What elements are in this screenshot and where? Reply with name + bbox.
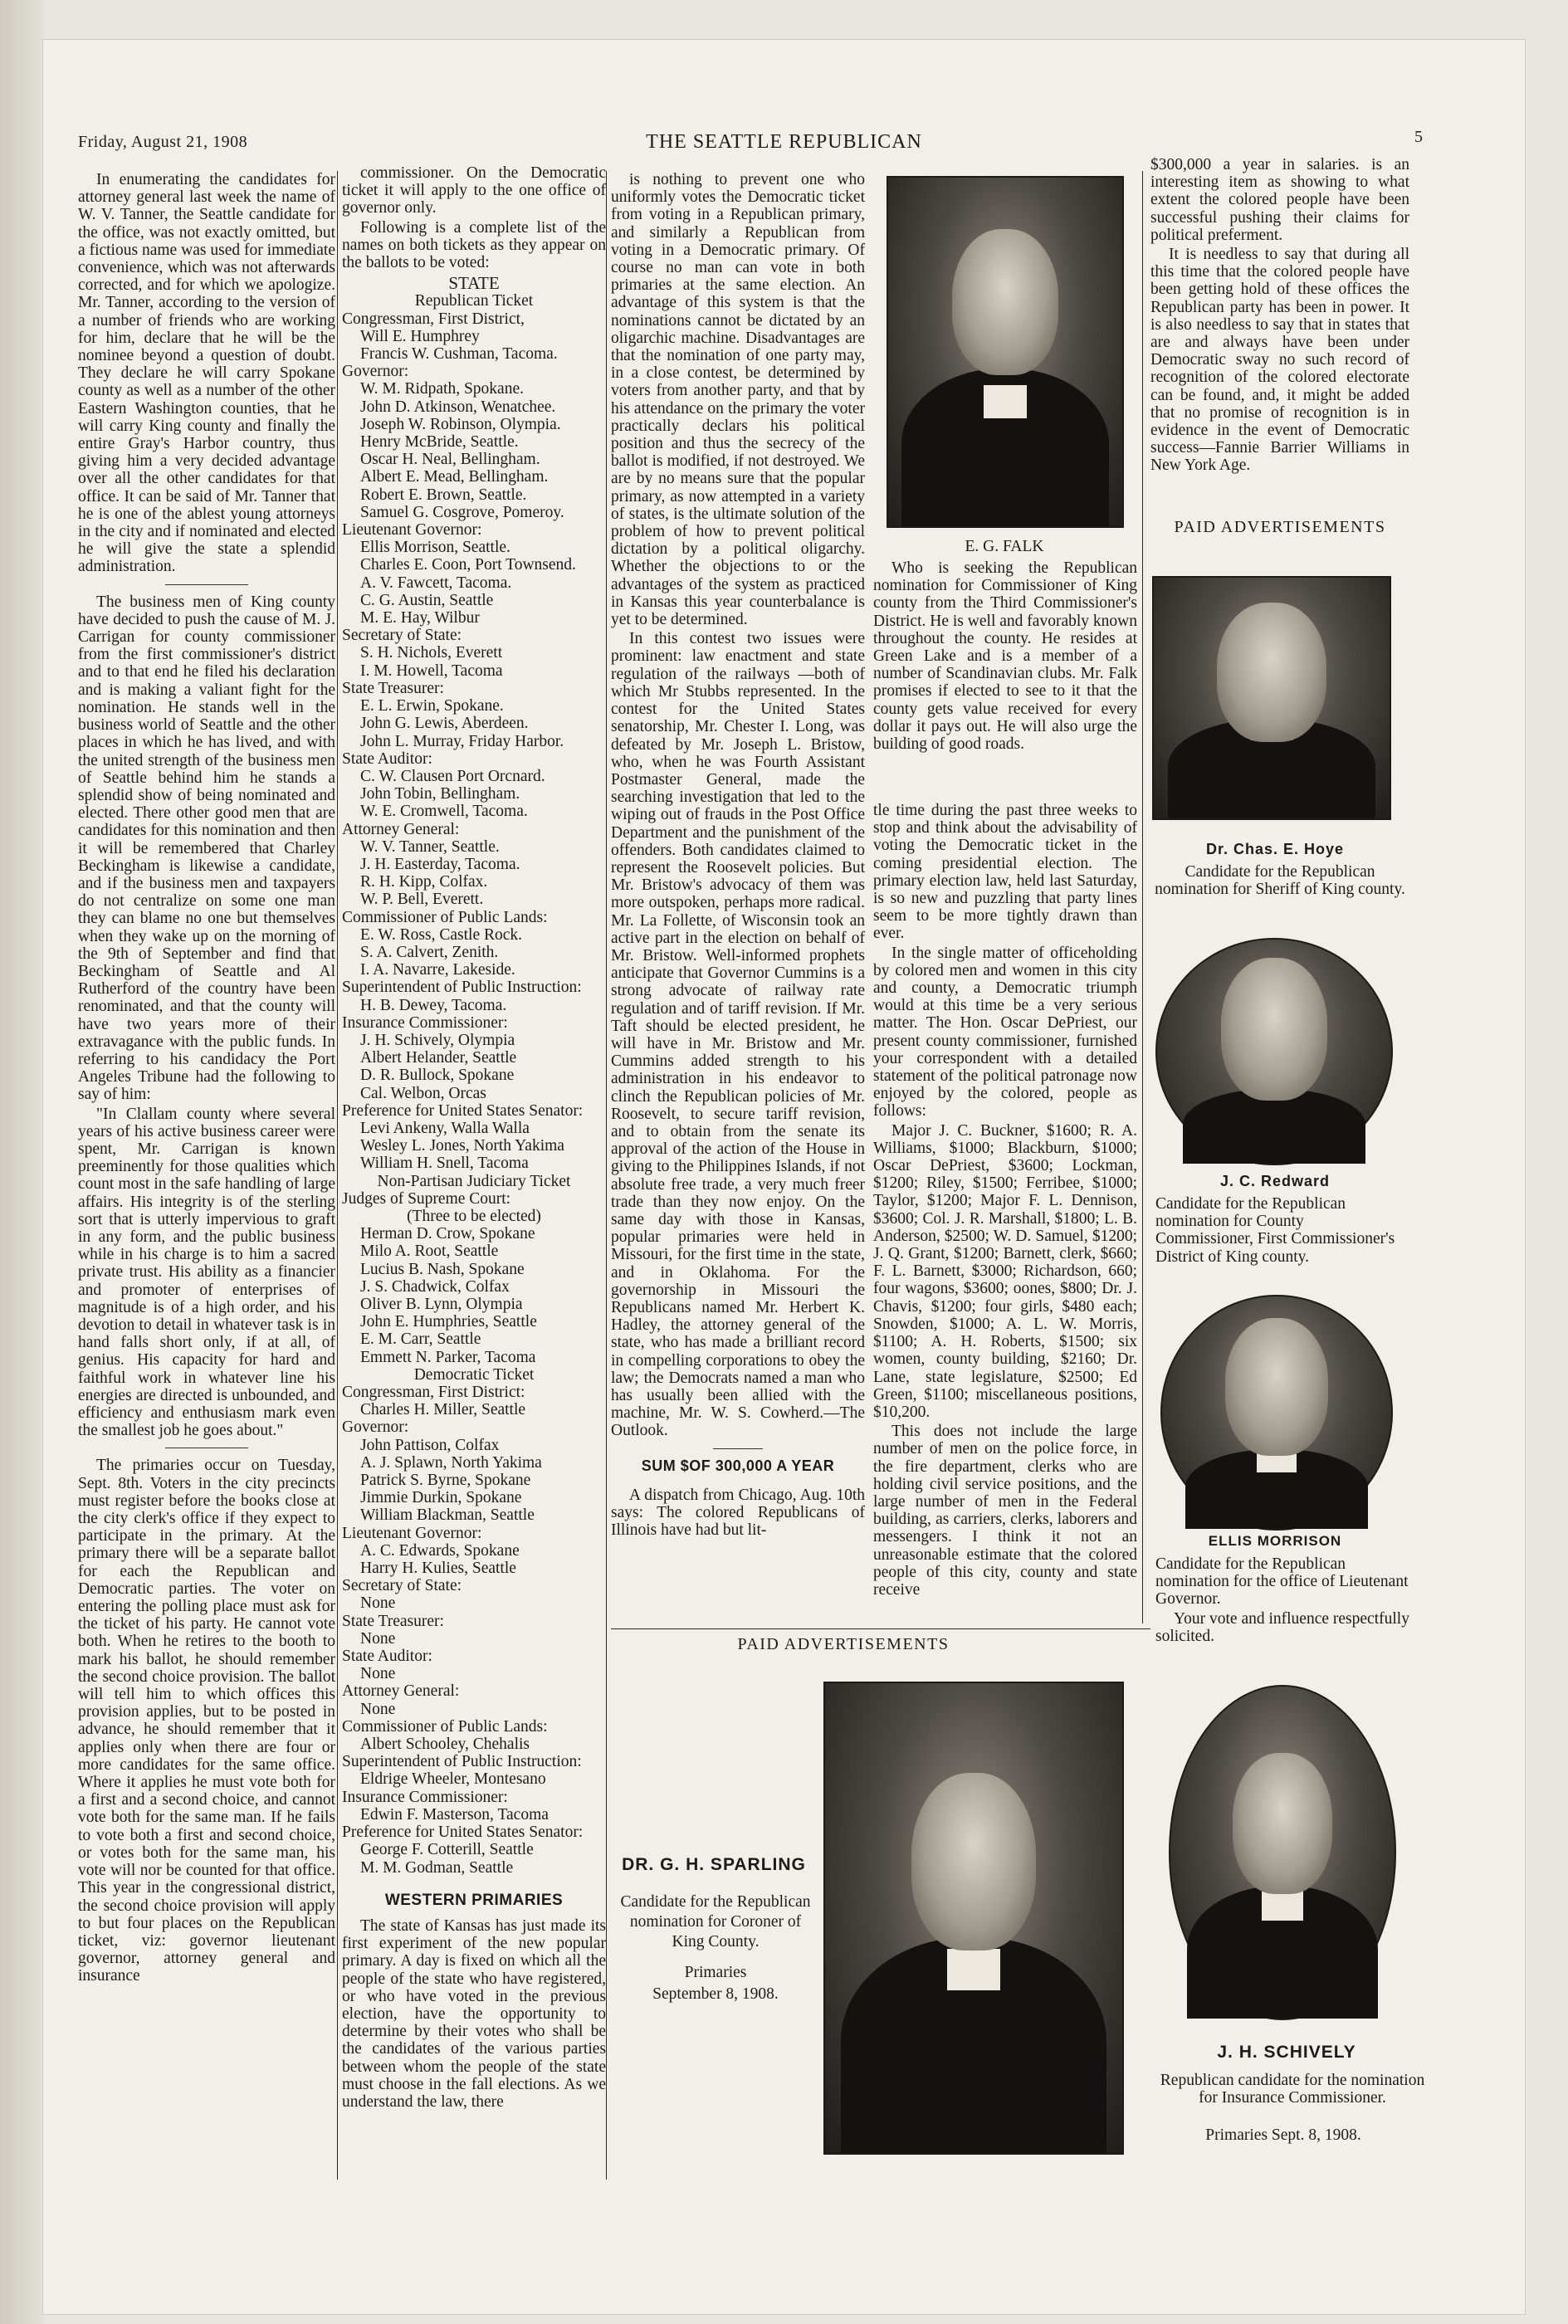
morrison-portrait (1160, 1295, 1393, 1531)
ballot-candidate: None (360, 1665, 396, 1683)
ballot-candidate: William Blackman, Seattle (360, 1506, 535, 1525)
ballot-candidate: Milo A. Root, Seattle (360, 1243, 499, 1261)
column-1 (78, 171, 335, 2180)
redward-text: Candidate for the Republican nomination for County Commissioner, First Commissioner's District of King county. (1155, 1195, 1395, 1266)
ballot-office: State Treasurer: (342, 1612, 444, 1630)
falk-portrait (887, 176, 1124, 528)
ballot-subheading: Non-Partisan Judiciary Ticket (377, 1172, 571, 1190)
ballot-candidate: C. G. Austin, Seattle (360, 591, 494, 609)
ballot-candidate: M. E. Hay, Wilbur (360, 609, 480, 627)
ballot-candidate: R. H. Kipp, Colfax. (360, 873, 488, 891)
primaries-paragraph: The primaries occur on Tuesday, Sept. 8th. Voters in the city precincts must register before the books close at the city clerk's office if they expect to participate in the primary. At the primary there will be a separate ballot for each the Republican and Democratic parties. The voter on entering the polling place must ask for the ticket of his party. He cannot vote both. When he retires to the booth to mark his ballot, he should remember the second choice provision. The ballot will tell him to which offices this provision applies, but to be posted in advance, he should remember that it applies only when there are four or more candidates for the same office. Where it applies he must vote both for a first and a second choice, and cannot vote both for the same man. If he fails to vote both a first and second choice, or votes both for the same man, his vote will nor be counted for that office. This year in the congressional district, the second choice provision will apply to but four places on the Republican ticket, viz: governor lieutenant governor, attorney general and insurance (78, 1457, 335, 1985)
ballot-office: State Auditor: (342, 749, 432, 768)
kansas-paragraph-2: In this contest two issues were prominent: law enactment and state regulation of the railways —both of which Mr Stubbs represented. In the contest for the United States senatorship, Mr. Chester I. Long, was defeated by Mr. Joseph L. Bristow, who, when he was Fourth Assistant Postmaster General, made the searching investigation that led to the wiping out of frauds in the Post Office Department and the punishment of the offenders. Both candidates claimed to represent the Roosevelt policies. But Mr. Bristow's advocacy of them was more outspoken, perhaps more radical. Mr. La Follette, of Wisconsin took an active part in the election on behalf of Mr. Bristow. Well-informed prophets anticipate that Governor Cummins is a strong advocate of railway rate regulation and of tariff revision. If Mr. Taft should be elected president, he will have in Mr. Bristow and Mr. Cummins added strength to his administration in his endeavor to clinch the Republican policies of Mr. Roosevelt, to secure tariff revision, and to obtain from the senate its approval of the action of the House in giving to the Philippines Islands, if not absolute free trade, a very much freer trade than they now enjoy. On the same day with those in Kansas, popular primaries were held in Missouri, for the first time in the state, and in Oklahoma. For the governorship in Missouri the Republicans named Mr. Herbert K. Hadley, the attorney general of the state, who has made a brilliant record in compelling corporations to obey the law; the Democrats named a man who has usually been allied with the machine, Mr. W. S. Cowherd.—The Outlook. (611, 630, 865, 1440)
ballot-candidate: Wesley L. Jones, North Yakima (360, 1137, 564, 1155)
ballot-candidate: Herman D. Crow, Spokane (360, 1225, 535, 1243)
ballot-candidate: Edwin F. Masterson, Tacoma (360, 1805, 549, 1824)
redward-name: J. C. Redward (1219, 1173, 1331, 1189)
ballot-candidate: J. S. Chadwick, Colfax (360, 1277, 510, 1296)
ballot-office: Commissioner of Public Lands: (342, 1717, 548, 1736)
kansas-paragraph-1: is nothing to prevent one who uniformly votes the Democratic ticket from voting in a Republican primary, and similarly a Republican from voting in a Democratic primary. Of course no man can vote in both primaries at the same election. An advantage of this system is that the nominations cannot be dictated by an oligarchic machine. Disadvantages are that the nomination of one party may, in a close contest, be determined by voters from another party, and that by his attendance on the primary the voter practically declars his political position and thus the secrecy of the ballot is modified, if not destroyed. We are by no means sure that the popular primary, as now attempted in a variety of states, is the ultimate solution of the problem of how to prevent political dictation by a political oligarchy. Whether the objections to or the advantages of the system as practiced in Kansas this year counterbalance is yet to be determined. (611, 171, 865, 629)
ballot-office: Governor: (342, 363, 409, 381)
ballot-subheading: Democratic Ticket (413, 1365, 535, 1384)
column-2 (342, 164, 606, 2180)
ballot-candidate: John G. Lewis, Aberdeen. (360, 715, 529, 733)
sparling-date: September 8, 1908. (652, 1985, 779, 2003)
ballot-candidate: Ellis Morrison, Seattle. (360, 539, 510, 557)
ballot-candidate: William H. Snell, Tacoma (360, 1155, 529, 1173)
issue-date: Friday, August 21, 1908 (78, 133, 248, 151)
ballot-office: State Treasurer: (342, 679, 444, 697)
ballot-office: Insurance Commissioner: (342, 1788, 508, 1806)
schively-text: Republican candidate for the nomination for Insurance Commissioner. (1160, 2072, 1425, 2107)
ballot-office: Congressman, First District: (342, 1384, 525, 1402)
needless-paragraph: It is needless to say that during all this time that the colored people have been getting hold of these offices the Republican party has been in power. It is also needless to say that in states that are and always have been under Democratic sway no such record of recognition of the colored electorate can be found, and, it might be added that no promise of recognition is in evidence in the event of Democratic success—Fannie Barrier Williams in New York Age. (1150, 246, 1409, 475)
sparling-name: DR. G. H. SPARLING (622, 1855, 806, 1874)
patronage-paragraph-4: This does not include the large number of men on the police force, in the fire department, clerks who are holding civil service positions, and the large number of men in the Federal building, as carriers, clerks, laborers and messengers. I think it not an unreasonable estimate that the colored people of this city, county and state receive (873, 1423, 1137, 1599)
ballot-candidate: Henry McBride, Seattle. (360, 433, 519, 452)
ballot-candidate: Oscar H. Neal, Bellingham. (360, 451, 540, 469)
carrigan-paragraph: The business men of King county have decided to push the cause of M. J. Carrigan for county commissioner from the first commissioner's district and to that end he filed his declaration and is making a valiant fight for the nomination. He stands well in the business world of Seattle and the other places in which he has lived, and with the united strength of the business men of Seattle behind him he stands a splendid show of being nominated and elected. There other good men that are candidates for this nomination and then it will be remembered that Charley Beckingham is likewise a candidate, and if the business men and taxpayers do not centralize on some one man they can blame no one but themselves when they wake up on the morning of the 9th of September and find that Beckingham of Seattle and Al Rutherford of the country have been renominated, and that the county will have two years more of their extravagance with the public funds. In referring to his candidacy the Port Angeles Tribune had the following to say of him: (78, 593, 335, 1104)
ballot-subheading: (Three to be elected) (407, 1207, 541, 1225)
hoye-text: Candidate for the Republican nomination for Sheriff of King county. (1155, 863, 1405, 899)
ballot-candidate: Emmett N. Parker, Tacoma (360, 1348, 536, 1366)
morrison-text-block (1155, 1555, 1421, 1672)
ballot-office: Insurance Commissioner: (342, 1013, 508, 1032)
ballot-office: Preference for United States Senator: (342, 1101, 584, 1120)
ballot-office: Secretary of State: (342, 1577, 462, 1595)
ballot-office: Superintendent of Public Instruction: (342, 1753, 582, 1771)
ballot-candidate: Francis W. Cushman, Tacoma. (360, 345, 558, 364)
republican-ticket-heading: Republican Ticket (414, 292, 534, 310)
ballot-candidate: J. H. Easterday, Tacoma. (360, 855, 520, 873)
ballot-office: Lieutenant Governor: (342, 1524, 482, 1542)
ballot-office: Superintendent of Public Instruction: (342, 979, 582, 997)
column-4 (873, 802, 1137, 1623)
falk-column (873, 559, 1137, 800)
separator (165, 584, 248, 585)
patronage-paragraph-1: tle time during the past three weeks to stop and think about the advisability of voting the Democratic ticket in the coming presidential election. The primary election law, held last Saturday, is so new and puzzling that party lines seem to be more tightly drawn than ever. (873, 802, 1137, 943)
ballot-candidate: None (360, 1700, 396, 1718)
ballot-candidate: S. A. Calvert, Zenith. (360, 943, 499, 961)
western-primaries-heading: WESTERN PRIMARIES (384, 1891, 564, 1909)
hoye-portrait (1152, 576, 1391, 820)
ballot-candidate: I. A. Navarre, Lakeside. (360, 961, 515, 979)
ballot-candidate: Will E. Humphrey (360, 327, 480, 345)
morrison-text-2: Your vote and influence respectfully solicited. (1155, 1609, 1409, 1645)
ballot-candidate: S. H. Nichols, Everett (360, 644, 503, 662)
ballot-candidate: Oliver B. Lynn, Olympia (360, 1296, 523, 1313)
ballot-candidate: A. C. Edwards, Spokane (360, 1541, 520, 1560)
ballot-candidate: Eldrige Wheeler, Montesano (360, 1770, 546, 1789)
falk-text: Who is seeking the Republican nomination for Commissioner of King county from the Third Commissioner's District. He is well and favorably known throughout the county. He resides at Green Lake and is a member of a number of Scandinavian clubs. Mr. Falk promises if elected to see to it that the county gets value received for every dollar it pays out. He will also urge the building of good roads. (873, 559, 1137, 754)
ballot-candidate: Samuel G. Cosgrove, Pomeroy. (360, 503, 564, 521)
ballot-candidate: W. E. Cromwell, Tacoma. (360, 803, 528, 821)
ballot-candidate: A. J. Splawn, North Yakima (360, 1453, 542, 1472)
patronage-list: Major J. C. Buckner, $1600; R. A. Williams, $1000; Blackburn, $1000; Oscar DePriest, $3600; Lockman, $1200; Riley, $1500; Ferribee, $1000; Taylor, $1200; Major F. L. Dennison, $3600; Col. J. R. Marshall, $1800; L. B. Anderson, $2500; W. D. Samuel, $1200; J. Q. Grant, $1200; Barnett, clerk, $660; F. L. Barnett, $3000; Richardson, 660; four wagons, $3600; oones, $800; Dr. J. Chavis, $1200; four girls, $480 each; Snowden, $1000; A. L. W. Morris, $1100; A. H. Roberts, $1500; six women, county building, $2160; Dr. Lane, state legislature, $2500; Ed Green, $1100; miscellaneous positions, $10,200. (873, 1121, 1137, 1421)
ballot-candidate: Patrick S. Byrne, Spokane (360, 1472, 531, 1490)
hoye-text-block (1150, 863, 1409, 930)
redward-portrait (1155, 938, 1393, 1165)
ballot-candidate: D. R. Bullock, Spokane (360, 1067, 515, 1085)
morrison-text: Candidate for the Republican nomination for the office of Lieutenant Governor. (1155, 1555, 1409, 1609)
ballot-candidate: Albert Schooley, Chehalis (360, 1736, 530, 1754)
ballot-candidate: John Tobin, Bellingham. (360, 785, 520, 803)
ballot-office: Governor: (342, 1418, 409, 1437)
column-rule-2 (606, 171, 607, 2180)
ballot-candidate: Levi Ankeny, Walla Walla (360, 1119, 530, 1137)
ballot-office: Lieutenant Governor: (342, 521, 482, 540)
ballot-candidate: M. M. Godman, Seattle (360, 1858, 514, 1877)
ballot-intro: commissioner. On the Democratic ticket it will apply to the one office of governor only. (342, 164, 606, 217)
ballot-candidate: E. L. Erwin, Spokane. (360, 697, 504, 715)
ballot-candidate: Harry H. Kulies, Seattle (360, 1560, 516, 1578)
ballot-candidate: George F. Cotterill, Seattle (360, 1841, 534, 1859)
page-number: 5 (1414, 128, 1423, 146)
sparling-text: Candidate for the Republican nomination for Coroner of King County. (620, 1893, 811, 1950)
sparling-primaries: Primaries (684, 1964, 747, 1981)
ballot-office: Congressman, First District, (342, 310, 525, 328)
sum-heading: SUM $OF 300,000 A YEAR (641, 1457, 835, 1474)
sparling-portrait (823, 1682, 1124, 2155)
patronage-paragraph-2: In the single matter of officeholding by colored men and women in this city and county, a Democratic triumph would at this time be a very serious matter. The Hon. Oscar DePriest, our present county commissioner, furnished your correspondent with a detailed statement of the political patronage now enjoyed by the colored, people as follows: (873, 944, 1137, 1120)
column-rule-3 (1142, 171, 1143, 1623)
ballot-candidate: W. V. Tanner, Seattle. (360, 837, 500, 856)
ballot-office: Preference for United States Senator: (342, 1824, 584, 1842)
ballot-candidate: Jimmie Durkin, Spokane (360, 1489, 522, 1507)
ballot-candidate: Lucius B. Nash, Spokane (360, 1260, 525, 1278)
sum-paragraph: A dispatch from Chicago, Aug. 10th says: The colored Republicans of Illinois have had but lit- (611, 1486, 865, 1540)
falk-name: E. G. FALK (965, 538, 1044, 555)
redward-text-block (1155, 1195, 1404, 1278)
ballot-candidate: Charles H. Miller, Seattle (360, 1401, 526, 1419)
column-rule-1 (337, 171, 338, 2180)
clallam-quote: "In Clallam county where several years of his active business career were spent, Mr. Carrigan is known preeminently for those qualities which count most in the safe handling of large affairs. His integrity is of the sterling sort that is utterly impervious to graft in any form, and the public business while in his charge is to him a sacred private trust. His ability as a financier and promoter of enterprises of magnitude is of a high order, and his devotion to detail in whatever task is in hand falls short only, if at all, of genius. His capacity for hard and faithful work in whatever line his energies are directed is unbounded, and efficiency and enthusiasm mark even the smallest job he goes about." (78, 1105, 335, 1440)
ballot-office: Commissioner of Public Lands: (342, 908, 548, 926)
hoye-name: Dr. Chas. E. Hoye (1205, 841, 1345, 857)
column-3 (611, 171, 865, 1632)
ballot-candidate: E. M. Carr, Seattle (360, 1330, 481, 1349)
ballot-office: Attorney General: (342, 820, 460, 838)
ballot-candidate: Albert Helander, Seattle (360, 1049, 517, 1067)
ballot-list (342, 310, 606, 1877)
separator (713, 1448, 763, 1449)
bottom-ads-heading: PAID ADVERTISEMENTS (737, 1635, 950, 1653)
schively-name: J. H. SCHIVELY (1217, 2043, 1356, 2062)
tanner-paragraph: In enumerating the candidates for attorney general last week the name of W. V. Tanner, the Seattle candidate for the office, was not exactly omitted, but a fictious name was used for immediate convenience, which was not afterwards corrected, and for which we apologize. Mr. Tanner, according to the version of a number of friends who are working for him, declare that he will be the nominee beyond a question of doubt. They declare he will carry Spokane county as well as a number of the other Eastern Washington counties, that he will carry King county and finally the entire Gray's Harbor country, thus giving him a very decided advantage over all the other candidates for that office. It can be said of Mr. Tanner that he is one of the ablest young attorneys in the city and if nominated and elected he will give the state a splendid administration. (78, 171, 335, 576)
ballot-candidate: Charles E. Coon, Port Townsend. (360, 556, 576, 574)
ballot-candidate: John D. Atkinson, Wenatchee. (360, 398, 556, 416)
ballot-candidate: Joseph W. Robinson, Olympia. (360, 415, 561, 433)
ballot-candidate: W. M. Ridpath, Spokane. (360, 380, 524, 398)
ballot-candidate: C. W. Clausen Port Orcnard. (360, 767, 545, 785)
schively-portrait (1169, 1685, 1396, 2020)
ballot-office: Secretary of State: (342, 627, 462, 645)
paid-ads-heading: PAID ADVERTISEMENTS (1174, 518, 1386, 536)
masthead-title: THE SEATTLE REPUBLICAN (646, 131, 922, 153)
ballot-candidate: Robert E. Brown, Seattle. (360, 486, 527, 504)
salaries-paragraph: $300,000 a year in salaries. is an interesting item as showing to what extent the colored people have been successful pushing their claims for political preferment. (1150, 156, 1409, 244)
schively-text-block (1159, 2072, 1426, 2130)
ballot-candidate: W. P. Bell, Everett. (360, 891, 484, 909)
ballot-candidate: John E. Humphries, Seattle (360, 1313, 537, 1331)
western-primaries-paragraph: The state of Kansas has just made its first experiment of the new popular primary. A day is fixed on which all the people of the state who have registered, or who have voted in the previous election, have the opportunity to determine by their votes who shall be the candidates of the various parties between whom the people of the state must choose in the fall elections. As we understand the law, there (342, 1916, 606, 2111)
ballot-office: Attorney General: (342, 1682, 460, 1701)
ads-divider (611, 1628, 1150, 1629)
ballot-candidate: E. W. Ross, Castle Rock. (360, 925, 523, 944)
ballot-candidate: None (360, 1594, 396, 1613)
morrison-name: ELLIS MORRISON (1208, 1533, 1342, 1549)
ballot-intro-2: Following is a complete list of the names on both tickets as they appear on the ballots to be voted: (342, 218, 606, 272)
ballot-office: Judges of Supreme Court: (342, 1189, 511, 1208)
ballot-office: State Auditor: (342, 1648, 432, 1666)
state-heading: STATE (448, 273, 500, 294)
ballot-candidate: Albert E. Mead, Bellingham. (360, 468, 549, 486)
schively-primaries: Primaries Sept. 8, 1908. (1205, 2126, 1361, 2144)
scan-edge (0, 0, 43, 2324)
ballot-candidate: Cal. Welbon, Orcas (360, 1084, 486, 1102)
ballot-candidate: I. M. Howell, Tacoma (360, 662, 503, 680)
ballot-candidate: John L. Murray, Friday Harbor. (360, 732, 564, 750)
ballot-candidate: H. B. Dewey, Tacoma. (360, 996, 507, 1014)
column-5 (1150, 156, 1409, 513)
ballot-candidate: A. V. Fawcett, Tacoma. (360, 574, 512, 592)
ballot-candidate: John Pattison, Colfax (360, 1436, 500, 1454)
ballot-candidate: None (360, 1629, 396, 1648)
ballot-candidate: J. H. Schively, Olympia (360, 1031, 515, 1049)
